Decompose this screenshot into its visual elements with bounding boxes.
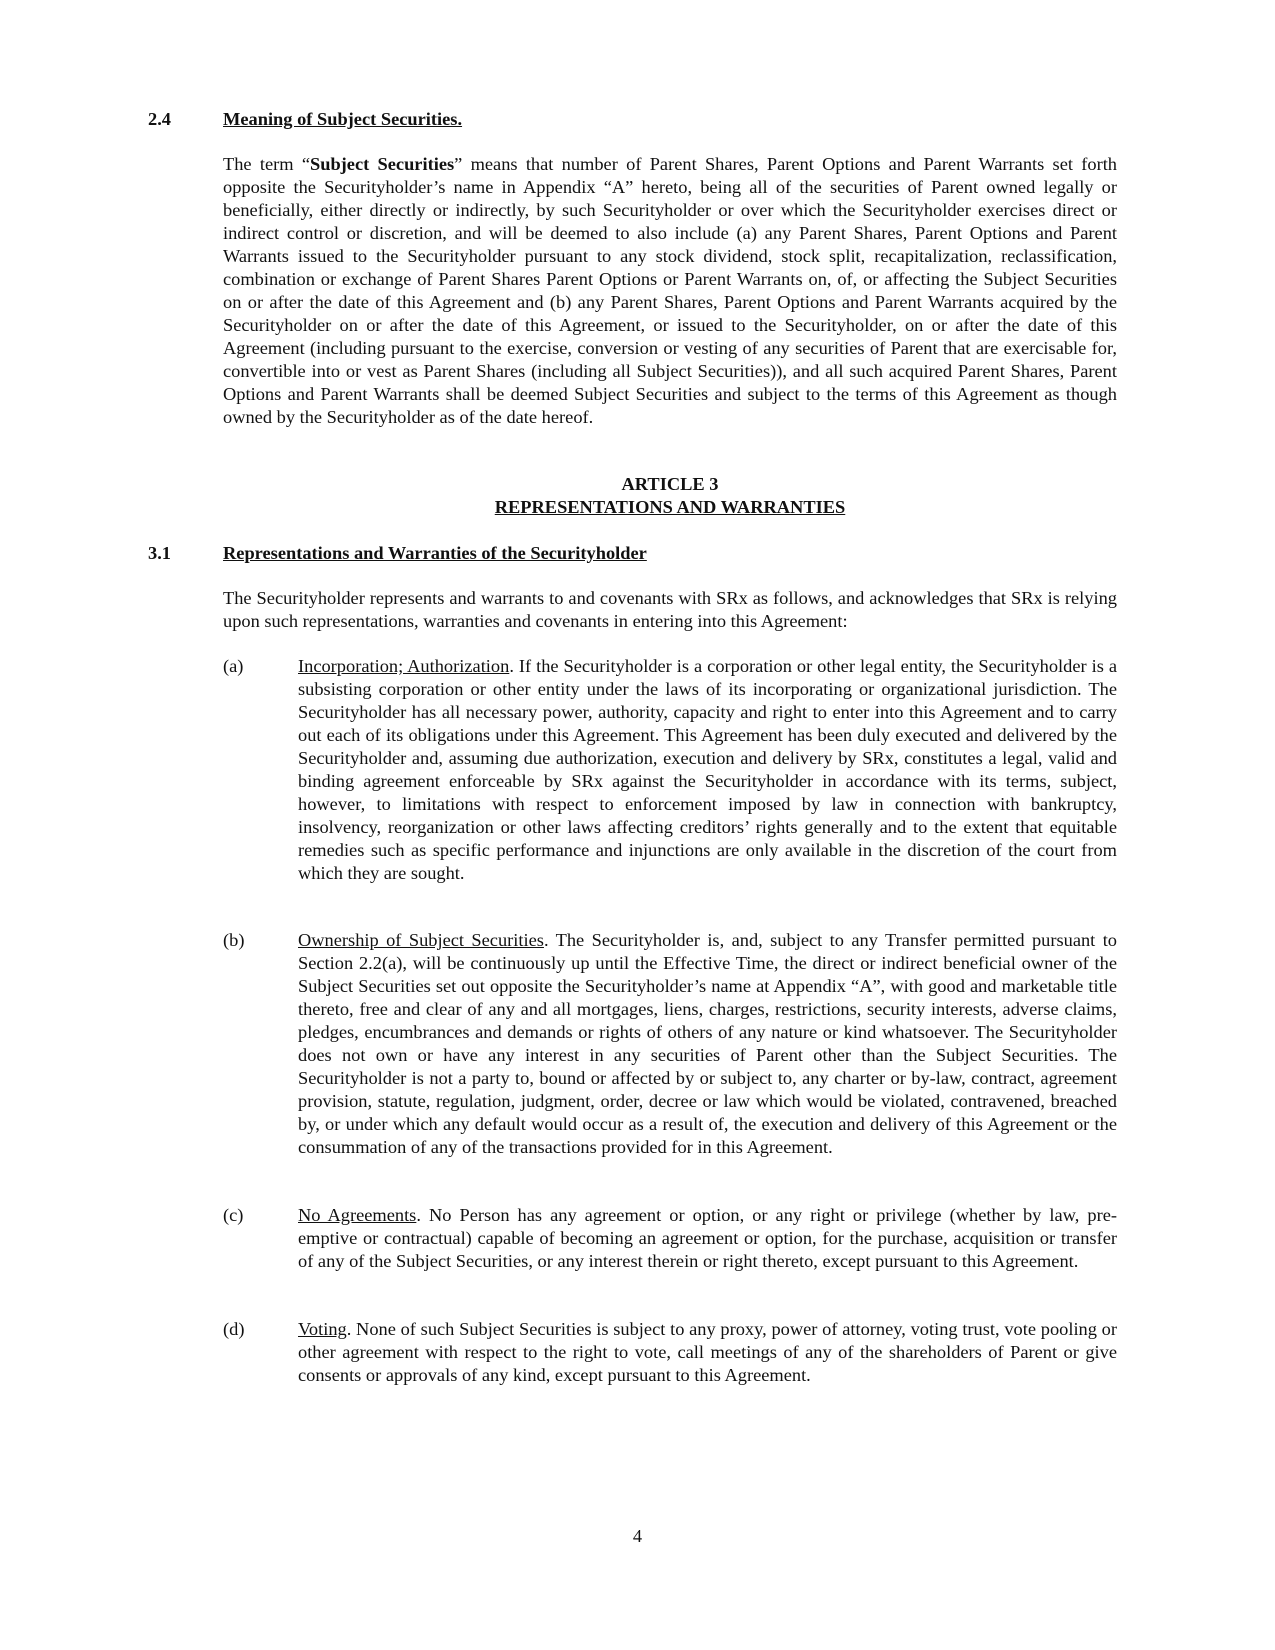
item-body xyxy=(298,655,1117,885)
item-marker: (c) xyxy=(223,1205,244,1225)
item-text: . No Person has any agreement or option, or any right or privilege (whether by law, pre-emptive or contractual) capable of becoming an agreement or option, for the purchase, acquisition or transfer of any of the Subject Securities, or any interest therein or right thereto, except pursuant to this Agreement. xyxy=(298,1205,1117,1271)
section-2-4-paragraph xyxy=(223,153,1117,429)
section-title: Meaning of Subject Securities. xyxy=(223,109,463,129)
article-heading xyxy=(223,473,1117,519)
section-3-1-intro: The Securityholder represents and warrants to and covenants with SRx as follows, and acknowledges that SRx is relying upon such representations, warranties and covenants in entering into this Agreement: xyxy=(223,588,1117,631)
item-marker: (d) xyxy=(223,1319,245,1339)
paragraph-text: ” means that number of Parent Shares, Parent Options and Parent Warrants set forth opposite the Securityholder’s name in Appendix “A” hereto, being all of the securities of Parent owned legally or beneficially, either directly or indirectly, by such Securityholder or over which the Securityholder exercises direct or indirect control or discretion, and will be deemed to also include (a) any Parent Shares, Parent Options and Parent Warrants issued to the Securityholder pursuant to any stock dividend, stock split, recapitalization, reclassification, combination or exchange of Parent Shares Parent Options or Parent Warrants on, of, or affecting the Subject Securities on or after the date of this Agreement and (b) any Parent Shares, Parent Options and Parent Warrants acquired by the Securityholder on or after the date of this Agreement, or issued to the Securityholder, on or after the date of this Agreement (including pursuant to the exercise, conversion or vesting of any securities of Parent that are exercisable for, convertible into or vest as Parent Shares (including all Subject Securities)), and all such acquired Parent Shares, Parent Options and Parent Warrants shall be deemed Subject Securities and subject to the terms of this Agreement as though owned by the Securityholder as of the date hereof. xyxy=(223,154,1117,427)
section-number: 2.4 xyxy=(148,109,171,129)
item-title: Ownership of Subject Securities xyxy=(298,930,544,950)
page-number: 4 xyxy=(632,1526,643,1546)
item-body xyxy=(298,929,1117,1159)
section-title: Representations and Warranties of the Securityholder xyxy=(223,543,647,563)
item-body xyxy=(298,1318,1117,1387)
paragraph-text: The term “ xyxy=(223,154,310,174)
item-marker: (a) xyxy=(223,656,244,676)
item-title: Incorporation; Authorization xyxy=(298,656,510,676)
item-body xyxy=(298,1204,1117,1273)
item-title: No Agreements xyxy=(298,1205,417,1225)
item-text: . The Securityholder is, and, subject to any Transfer permitted pursuant to Section 2.2(a), will be continuously up until the Effective Time, the direct or indirect beneficial owner of the Subject Securities set out opposite the Securityholder’s name at Appendix “A”, with good and marketable title thereto, free and clear of any and all mortgages, liens, charges, restrictions, security interests, adverse claims, pledges, encumbrances and demands or rights of others of any nature or kind whatsoever. The Securityholder does not own or have any interest in any securities of Parent other than the Subject Securities. The Securityholder is not a party to, bound or affected by or subject to, any charter or by-law, contract, agreement provision, statute, regulation, judgment, order, decree or law which would be violated, contravened, breached by, or under which any default would occur as a result of, the execution and delivery of this Agreement or the consummation of any of the transactions provided for in this Agreement. xyxy=(298,930,1117,1157)
item-marker: (b) xyxy=(223,930,245,950)
section-number: 3.1 xyxy=(148,543,171,563)
article-number: ARTICLE 3 xyxy=(621,474,719,494)
article-title: REPRESENTATIONS AND WARRANTIES xyxy=(494,497,846,517)
defined-term: Subject Securities xyxy=(310,154,455,174)
item-title: Voting xyxy=(298,1319,347,1339)
item-text: . If the Securityholder is a corporation or other legal entity, the Securityholder is a subsisting corporation or other entity under the laws of its incorporating or organizational jurisdiction. The Securityholder has all necessary power, authority, capacity and right to enter into this Agreement and to carry out each of its obligations under this Agreement. This Agreement has been duly executed and delivered by the Securityholder and, assuming due authorization, execution and delivery by SRx, constitutes a legal, valid and binding agreement enforceable by SRx against the Securityholder in accordance with its terms, subject, however, to limitations with respect to enforcement imposed by law in connection with bankruptcy, insolvency, reorganization or other laws affecting creditors’ rights generally and to the extent that equitable remedies such as specific performance and injunctions are only available in the discretion of the court from which they are sought. xyxy=(298,656,1117,883)
item-text: . None of such Subject Securities is subject to any proxy, power of attorney, voting trust, vote pooling or other agreement with respect to the right to vote, call meetings of any of the shareholders of Parent or give consents or approvals of any kind, except pursuant to this Agreement. xyxy=(298,1319,1117,1385)
